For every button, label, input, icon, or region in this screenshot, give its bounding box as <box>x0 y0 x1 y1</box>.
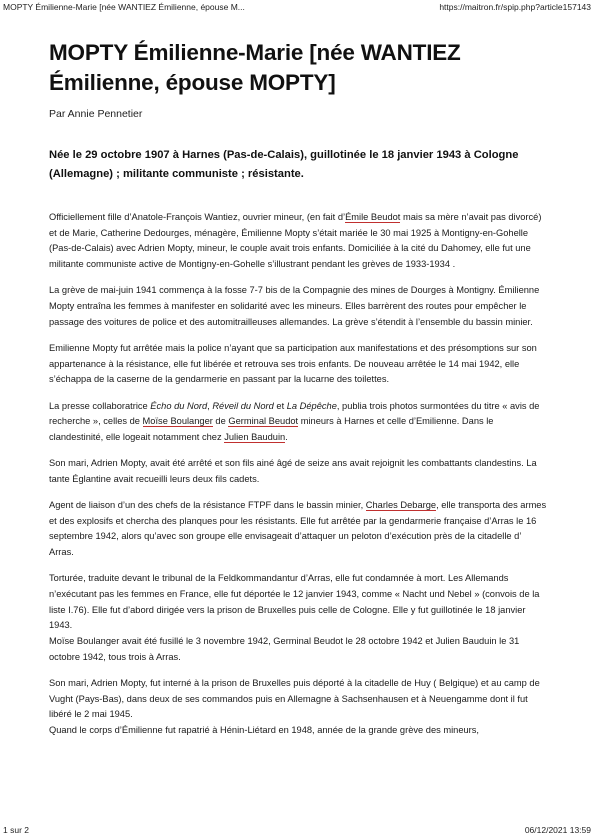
paragraph-4: La presse collaboratrice Écho du Nord, Réveil du Nord et La Dépêche, publia trois photos surmontées du titre « avis de recherche », celles de Moïse Boulanger de Germinal Beudot mineurs à Harnes et celle d’Emilienne. Dans le clandestinité, elle logeait notamment chez Julien Bauduin. <box>49 400 540 442</box>
paragraph-7: Torturée, traduite devant le tribunal de la Feldkommandantur d’Arras, elle fut condamnée à mort. Les Allemands n’exécutant pas les femmes en France, elle fut déportée le 12 janvier 1943, comme « Nacht und Nebel » (convois de la liste I.76). Elle fut d’abord dirigée vers la prison de Bruxelles puis celle de Cologne. Elle y fut guillotinée le 18 janvier 1943. Moïse Boulanger avait été fusillé le 3 novembre 1942, Germinal Beudot le 28 octobre 1942 et Julien Bauduin le 31 octobre 1942, tous trois à Arras. <box>49 573 540 662</box>
print-header-url: https://maitron.fr/spip.php?article157143 <box>439 2 591 12</box>
link-emile-beudot[interactable]: Émile Beudot <box>345 212 401 222</box>
paragraph-2: La grève de mai-juin 1941 commença à la fosse 7-7 bis de la Compagnie des mines de Dourges à Montigny. Émilienne Mopty entraîna les femmes à manifester en solidarité avec les mineurs. Elles barrèrent des routes pour empêcher le passage des voitures de police et des automitrailleuses allemandes. La grève s’étendit à l’ensemble du bassin minier. <box>49 285 540 327</box>
paragraph-8: Son mari, Adrien Mopty, fut interné à la prison de Bruxelles puis déporté à la citadelle de Huy ( Belgique) et au camp de Vught (Pays-Bas), dans deux de ses commandos puis en Allemagne à Sachsenhausen et à Neuengamme dont il fut libéré le 2 mai 1945. Quand le corps d’Émilienne fut rapatrié à Hénin-Liétard en 1948, année de la grande grève des mineurs, <box>49 678 540 736</box>
print-datetime: 06/12/2021 13:59 <box>524 825 591 835</box>
article-title: MOPTY Émilienne-Marie [née WANTIEZ Émilienne, épouse MOPTY] <box>49 40 461 95</box>
newspaper-echo-du-nord: Écho du Nord <box>150 400 208 411</box>
article <box>49 38 547 739</box>
newspaper-la-depeche: La Dépêche <box>286 400 337 411</box>
paragraph-3: Emilienne Mopty fut arrêtée mais la police n’ayant que sa participation aux manifestations et des présomptions sur son appartenance à la résistance, elle fut libérée et retrouva ses trois enfants. De nouveau arrêtée le 14 mai 1942, elle s’échappa de la caserne de la gendarmerie en passant par la lucarne des toilettes. <box>49 342 537 385</box>
paragraph-5: Son mari, Adrien Mopty, avait été arrêté et son fils ainé âgé de seize ans avait rejoignit les combattants clandestins. La tante Églantine avait recueilli leurs deux fils cadets. <box>49 458 537 484</box>
article-summary: Née le 29 octobre 1907 à Harnes (Pas-de-Calais), guillotinée le 18 janvier 1943 à Cologne (Allemagne) ; militante communiste ; résistante. <box>49 149 519 180</box>
print-header <box>3 2 591 14</box>
article-author: Par Annie Pennetier <box>49 108 143 120</box>
newspaper-reveil-du-nord: Réveil du Nord <box>212 400 274 411</box>
article-body <box>49 210 547 739</box>
link-charles-debarge[interactable]: Charles Debarge <box>365 500 437 511</box>
print-header-title: MOPTY Émilienne-Marie [née WANTIEZ Émilienne, épouse M... <box>3 2 245 12</box>
print-footer <box>3 825 591 837</box>
link-moise-boulanger[interactable]: Moïse Boulanger <box>142 416 213 427</box>
link-germinal-beudot[interactable]: Germinal Beudot <box>228 416 299 427</box>
paragraph-1: Officiellement fille d’Anatole-François Wantiez, ouvrier mineur, (en fait d’Émile Beudot mais sa mère n’avait pas divorcé) et de Marie, Catherine Dedourges, ménagère, Émilienne Mopty s’était mariée le 30 mai 1925 à Montigny-en-Gohelle (Pas-de-Calais) avec Adrien Mopty, mineur, le couple avait trois enfants. Domiciliée à la cité du Dahomey, elle fut une militante communiste active de Montigny-en-Gohelle s’illustrant pendant les grèves de 1933-1934 . <box>49 212 542 270</box>
page-number: 1 sur 2 <box>3 825 29 835</box>
link-julien-bauduin[interactable]: Julien Bauduin <box>224 431 286 442</box>
paragraph-6: Agent de liaison d’un des chefs de la résistance FTPF dans le bassin minier, Charles Debarge, elle transporta des armes et des explosifs et chercha des planques pour les résistants. Elle fut arrêtée par la gendarmerie française d’Arras le 16 septembre 1942, alors qu’avec son groupe elle envisageait d’attaquer un peloton d’exécution près de la citadelle d’ Arras. <box>49 500 547 558</box>
